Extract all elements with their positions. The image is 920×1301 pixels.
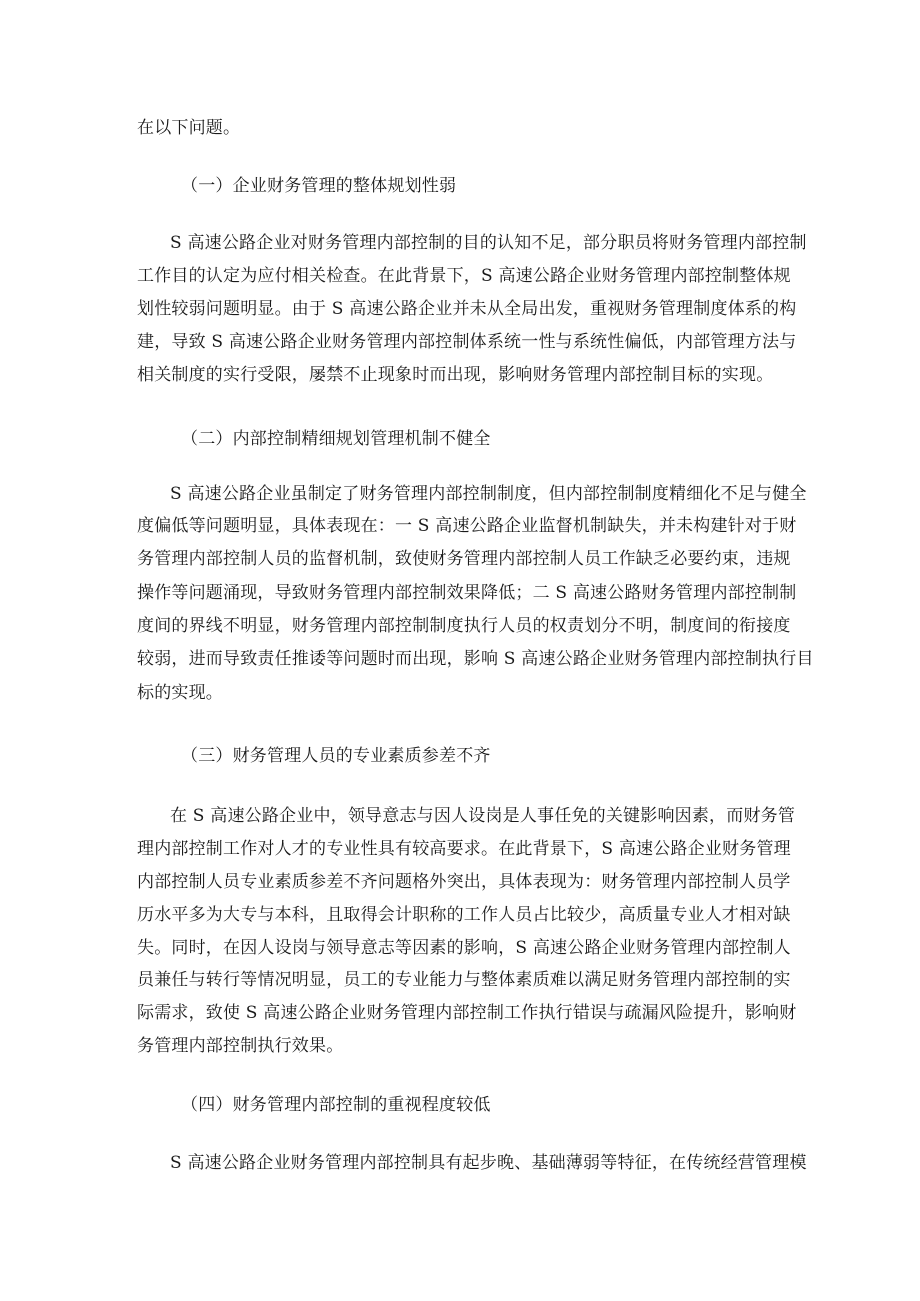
section-1-line: S 高速公路企业对财务管理内部控制的目的认知不足，部分职员将财务管理内部控制 — [170, 233, 807, 253]
intro-tail-text: 在以下问题。 — [137, 118, 241, 138]
section-3-line: 内部控制人员专业素质参差不齐问题格外突出，具体表现为：财务管理内部控制人员学 — [137, 872, 791, 892]
section-3-line: 理内部控制工作对人才的专业性具有较高要求。在此背景下，S 高速公路企业财务管理 — [137, 839, 791, 859]
section-2-line: 度偏低等问题明显，具体表现在：一 S 高速公路企业监督机制缺失，并未构建针对于财 — [137, 516, 797, 536]
section-1-line: 建，导致 S 高速公路企业财务管理内部控制体系统一性与系统性偏低，内部管理方法与 — [137, 332, 797, 352]
section-2-line: 度间的界线不明显，财务管理内部控制制度执行人员的权责划分不明，制度间的衔接度 — [137, 616, 791, 636]
section-1-line: 相关制度的实行受限，屡禁不止现象时而出现，影响财务管理内部控制目标的实现。 — [137, 365, 774, 385]
section-3-line: 在 S 高速公路企业中，领导意志与因人设岗是人事任免的关键影响因素，而财务管 — [170, 806, 796, 826]
section-2-line: 较弱，进而导致责任推诿等问题时而出现，影响 S 高速公路企业财务管理内部控制执行目 — [137, 649, 814, 669]
section-2-line: 操作等问题涌现，导致财务管理内部控制效果降低；二 S 高速公路财务管理内部控制制 — [137, 583, 797, 603]
section-3-line: 失。同时，在因人设岗与领导意志等因素的影响，S 高速公路企业财务管理内部控制人 — [137, 938, 791, 958]
section-4-heading: （四）财务管理内部控制的重视程度较低 — [181, 1095, 491, 1115]
section-2-line: S 高速公路企业虽制定了财务管理内部控制制度，但内部控制制度精细化不足与健全 — [170, 484, 807, 504]
section-2-heading: （二）内部控制精细规划管理机制不健全 — [181, 429, 491, 449]
section-3-line: 际需求，致使 S 高速公路企业财务管理内部控制工作执行错误与疏漏风险提升，影响财 — [137, 1003, 797, 1023]
section-3-line: 历水平多为大专与本科，且取得会计职称的工作人员占比较少，高质量专业人才相对缺 — [137, 905, 791, 925]
section-4-line: S 高速公路企业财务管理内部控制具有起步晚、基础薄弱等特征，在传统经营管理模 — [170, 1153, 807, 1173]
section-1-line: 工作目的认定为应付相关检查。在此背景下，S 高速公路企业财务管理内部控制整体规 — [137, 266, 791, 286]
section-2-line: 务管理内部控制人员的监督机制，致使财务管理内部控制人员工作缺乏必要约束，违规 — [137, 549, 791, 569]
section-2-line: 标的实现。 — [137, 683, 223, 703]
section-1-heading: （一）企业财务管理的整体规划性弱 — [181, 176, 457, 196]
section-3-heading: （三）财务管理人员的专业素质参差不齐 — [181, 746, 491, 766]
section-3-line: 务管理内部控制执行效果。 — [137, 1036, 344, 1056]
section-3-line: 员兼任与转行等情况明显，员工的专业能力与整体素质难以满足财务管理内部控制的实 — [137, 970, 791, 990]
section-1-line: 划性较弱问题明显。由于 S 高速公路企业并未从全局出发，重视财务管理制度体系的构 — [137, 299, 797, 319]
